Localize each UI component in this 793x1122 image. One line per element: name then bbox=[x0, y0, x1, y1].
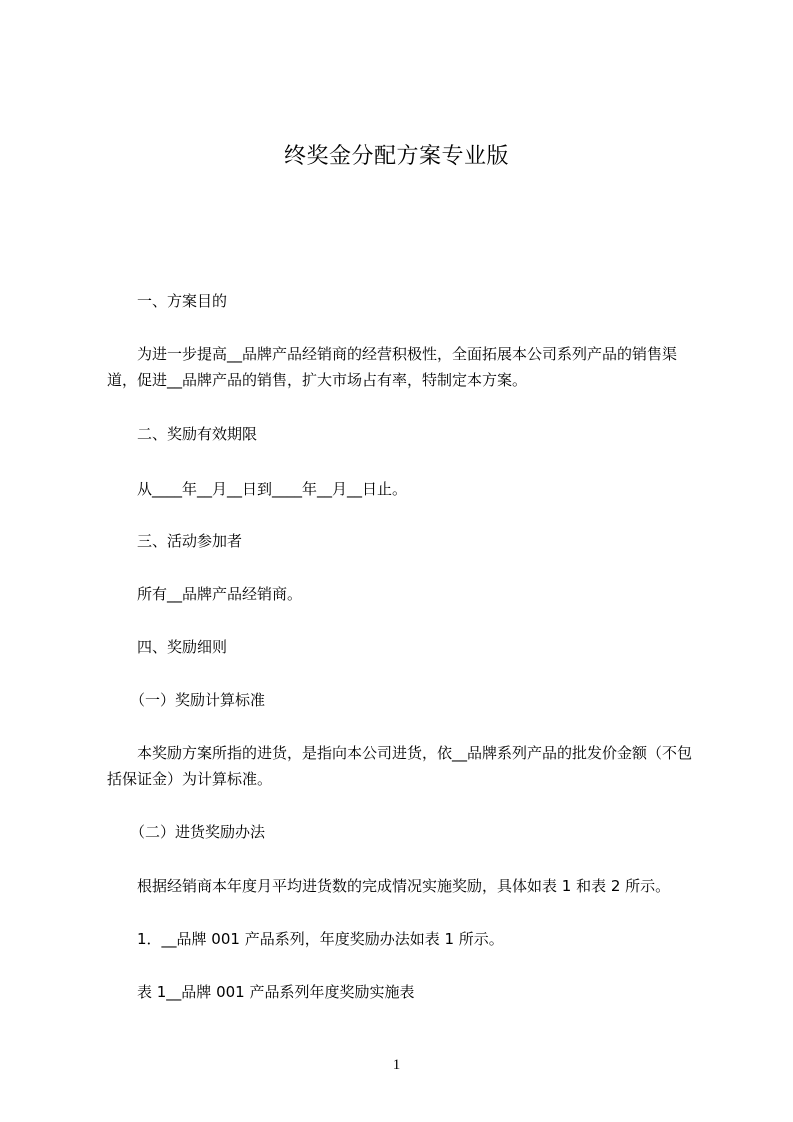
section-heading-validity: 二、奖励有效期限 bbox=[137, 425, 258, 443]
section-heading-purpose: 一、方案目的 bbox=[137, 292, 228, 310]
paragraph-purpose: 为进一步提高__品牌产品经销商的经营积极性，全面拓展本公司系列产品的销售渠道，促进__品牌产品的销售，扩大市场占有率，特制定本方案。 bbox=[107, 345, 678, 389]
document-title: 终奖金分配方案专业版 bbox=[283, 144, 509, 169]
list-item-series-001: 1．__品牌 001 产品系列，年度奖励办法如表 1 所示。 bbox=[137, 930, 504, 948]
table-caption: 表 1__品牌 001 产品系列年度奖励实施表 bbox=[137, 983, 415, 1001]
section-heading-participants: 三、活动参加者 bbox=[137, 532, 243, 550]
section-heading-rules: 四、奖励细则 bbox=[137, 638, 228, 656]
paragraph-purchase-reward: 根据经销商本年度月平均进货数的完成情况实施奖励，具体如表 1 和表 2 所示。 bbox=[137, 877, 671, 895]
page-number: 1 bbox=[392, 1057, 401, 1073]
subheading-calculation-standard: （一）奖励计算标准 bbox=[130, 691, 266, 709]
paragraph-validity: 从____年__月__日到____年__月__日止。 bbox=[137, 480, 408, 498]
paragraph-participants: 所有__品牌产品经销商。 bbox=[137, 585, 303, 603]
subheading-purchase-reward: （二）进货奖励办法 bbox=[130, 823, 266, 841]
paragraph-calculation-standard: 本奖励方案所指的进货，是指向本公司进货，依__品牌系列产品的批发价金额（不包括保证金）为计算标准。 bbox=[107, 744, 693, 788]
